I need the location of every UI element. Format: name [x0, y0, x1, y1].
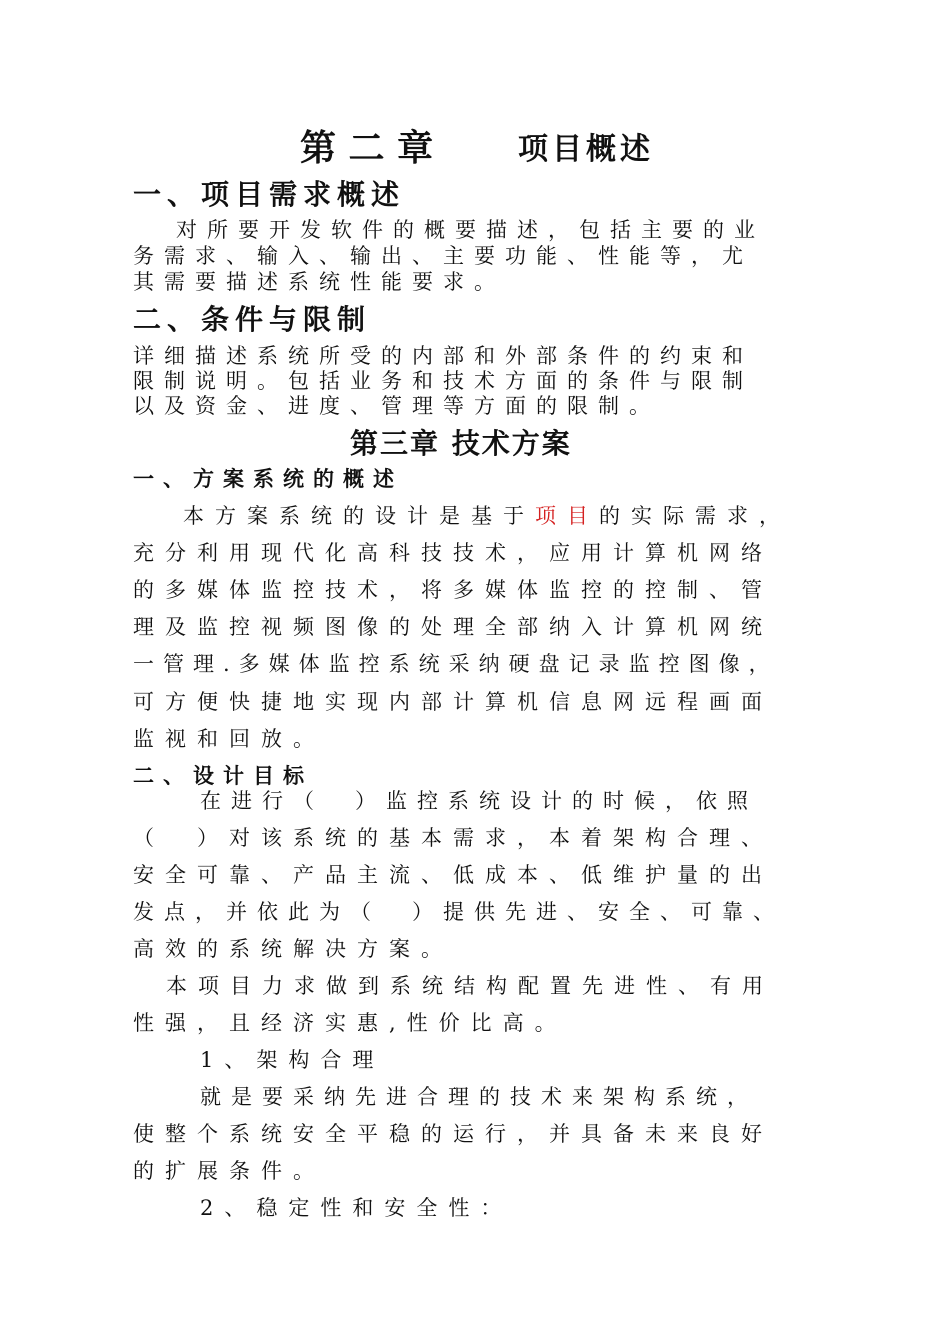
paragraph-line: 发点，并依此为（ ）提供先进、安全、可靠、 — [133, 900, 784, 924]
paragraph-line: 高效的系统解决方案。 — [133, 937, 453, 961]
chapter-title-main: 项目概述 — [518, 132, 654, 167]
section-heading-design-goals: 二、设计目标 — [133, 763, 313, 788]
paragraph-line: 安全可靠、产品主流、低成本、低维护量的出 — [133, 863, 773, 887]
paragraph-line: 务需求、输入、输出、主要功能、性能等，尤 — [133, 244, 753, 268]
paragraph-line: 性强，且经济实惠,性价比高。 — [133, 1011, 567, 1035]
numbered-item: 1、架构合理 — [200, 1048, 385, 1072]
paragraph-line: 以及资金、进度、管理等方面的限制。 — [133, 394, 660, 418]
paragraph-line: 其需要描述系统性能要求。 — [133, 270, 505, 294]
paragraph-text: 本方案系统的设计是基于 — [183, 504, 535, 528]
paragraph-line: 本项目力求做到系统结构配置先进性、有用 — [166, 974, 774, 998]
paragraph-line: 使整个系统安全平稳的运行，并具备未来良好 — [133, 1122, 773, 1146]
paragraph-line: 对所要开发软件的概要描述，包括主要的业 — [176, 218, 765, 242]
paragraph-line: 的扩展条件。 — [133, 1159, 325, 1183]
paragraph-line: 一管理.多媒体监控系统采纳硬盘记录监控图像， — [133, 652, 779, 676]
numbered-item: 2、稳定性和安全性： — [200, 1196, 513, 1220]
chapter-title-prefix: 第 二 章 — [300, 127, 434, 169]
paragraph-line: 理及监控视频图像的处理全部纳入计算机网统 — [133, 615, 773, 639]
section-heading-overview: 一、方案系统的概述 — [133, 466, 403, 491]
paragraph-line: 就是要采纳先进合理的技术来架构系统， — [200, 1085, 758, 1109]
section-heading-requirements: 一、项目需求概述 — [133, 178, 406, 211]
paragraph-line: 的多媒体监控技术，将多媒体监控的控制、管 — [133, 578, 773, 602]
chapter-title: 第三章 技术方案 — [350, 427, 572, 460]
paragraph-line — [183, 500, 791, 530]
section-heading-constraints: 二、条件与限制 — [133, 303, 372, 336]
paragraph-line: 在进行（ ）监控系统设计的时候，依照 — [200, 789, 758, 813]
paragraph-line: 详细描述系统所受的内部和外部条件的约束和 — [133, 344, 753, 368]
project-highlight: 项目 — [535, 504, 599, 528]
paragraph-line: 充分利用现代化高科技技术，应用计算机网络 — [133, 541, 773, 565]
paragraph-text: 的实际需求， — [599, 504, 791, 528]
paragraph-line: 可方便快捷地实现内部计算机信息网远程画面 — [133, 690, 773, 714]
paragraph-line: 限制说明。包括业务和技术方面的条件与限制 — [133, 369, 753, 393]
paragraph-line: 监视和回放。 — [133, 727, 325, 751]
paragraph-line: （ ）对该系统的基本需求，本着架构合理、 — [133, 826, 773, 850]
